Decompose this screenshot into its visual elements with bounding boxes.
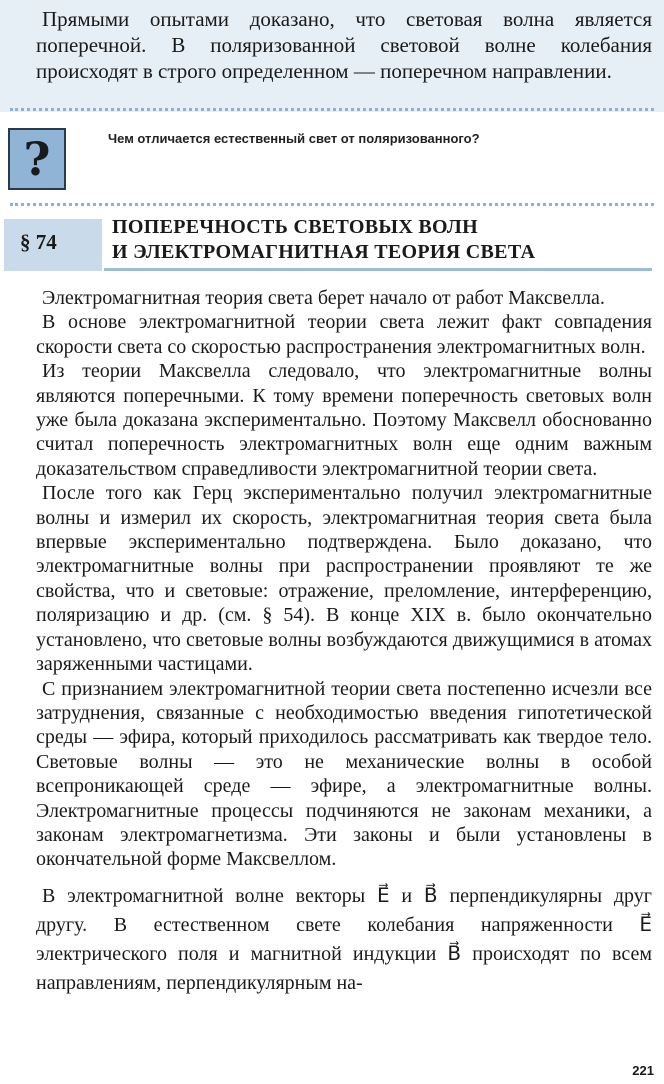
- divider-top: [10, 108, 654, 111]
- section-title: [112, 215, 652, 265]
- divider-question: [10, 203, 654, 206]
- body-text: [36, 286, 652, 998]
- intro-text: Прямыми опытами доказано, что световая волна является поперечной. В поляризованной световой волне колебания происходят в строго определенном — поперечном направлении.: [36, 7, 652, 83]
- question-mark-icon: ?: [8, 128, 66, 190]
- paragraph: С признанием электромагнитной теории света постепенно исчезли все затруднения, связанные с необходимостью введения гипотетической среды — эфира, который приходилось рассматривать как твердое тело. Световые волны — это не механические волны в особой всепроникающей среде — эфире, а электромагнитные волны. Электромагнитные процессы подчиняются не законам механики, а законам электромагнетизма. Эти законы и были установлены в окончательной форме Максвеллом.: [36, 677, 652, 871]
- section-title-line-2: И ЭЛЕКТРОМАГНИТНАЯ ТЕОРИЯ СВЕТА: [112, 241, 536, 263]
- paragraph: После того как Герц экспериментально получил электромагнитные волны и измерил их скорость, электромагнитная теория света была впервые экспериментально подтверждена. Было доказано, что электромагнитные волны при распространении проявляют те же свойства, что и световые: отражение, преломление, интерференцию, поляризацию и др. (см. § 54). В конце XIX в. было окончательно установлено, что световые волны возбуждаются движущимися в атомах заряженными частицами.: [36, 482, 652, 676]
- paragraph: Из теории Максвелла следовало, что электромагнитные волны являются поперечными. К тому времени поперечность световых волн уже была доказана экспериментально. Поэтому Максвелл обоснованно считал поперечность электромагнитных волн еще одним важным доказательством справедливости электромагнитной теории света.: [36, 360, 652, 480]
- paragraph: В основе электромагнитной теории света лежит факт совпадения скорости света со скоростью распространения электромагнитных волн.: [36, 311, 652, 358]
- section-number: § 74: [20, 230, 57, 254]
- section-title-line-1: ПОПЕРЕЧНОСТЬ СВЕТОВЫХ ВОЛН: [112, 216, 478, 238]
- paragraph: В электромагнитной волне векторы E⃗ и B⃗ перпендикулярны друг другу. В естественном свете колебания напряженности E⃗ электрического поля и магнитной индукции B⃗ происходят по всем направлениям, перпендикулярным на-: [36, 884, 652, 994]
- section-title-underline: [104, 268, 652, 271]
- page-number: 221: [632, 1063, 654, 1078]
- paragraph: Электромагнитная теория света берет начало от работ Максвелла.: [42, 287, 605, 309]
- intro-box: [0, 0, 664, 112]
- review-question: Чем отличается естественный свет от поляризованного?: [108, 131, 480, 146]
